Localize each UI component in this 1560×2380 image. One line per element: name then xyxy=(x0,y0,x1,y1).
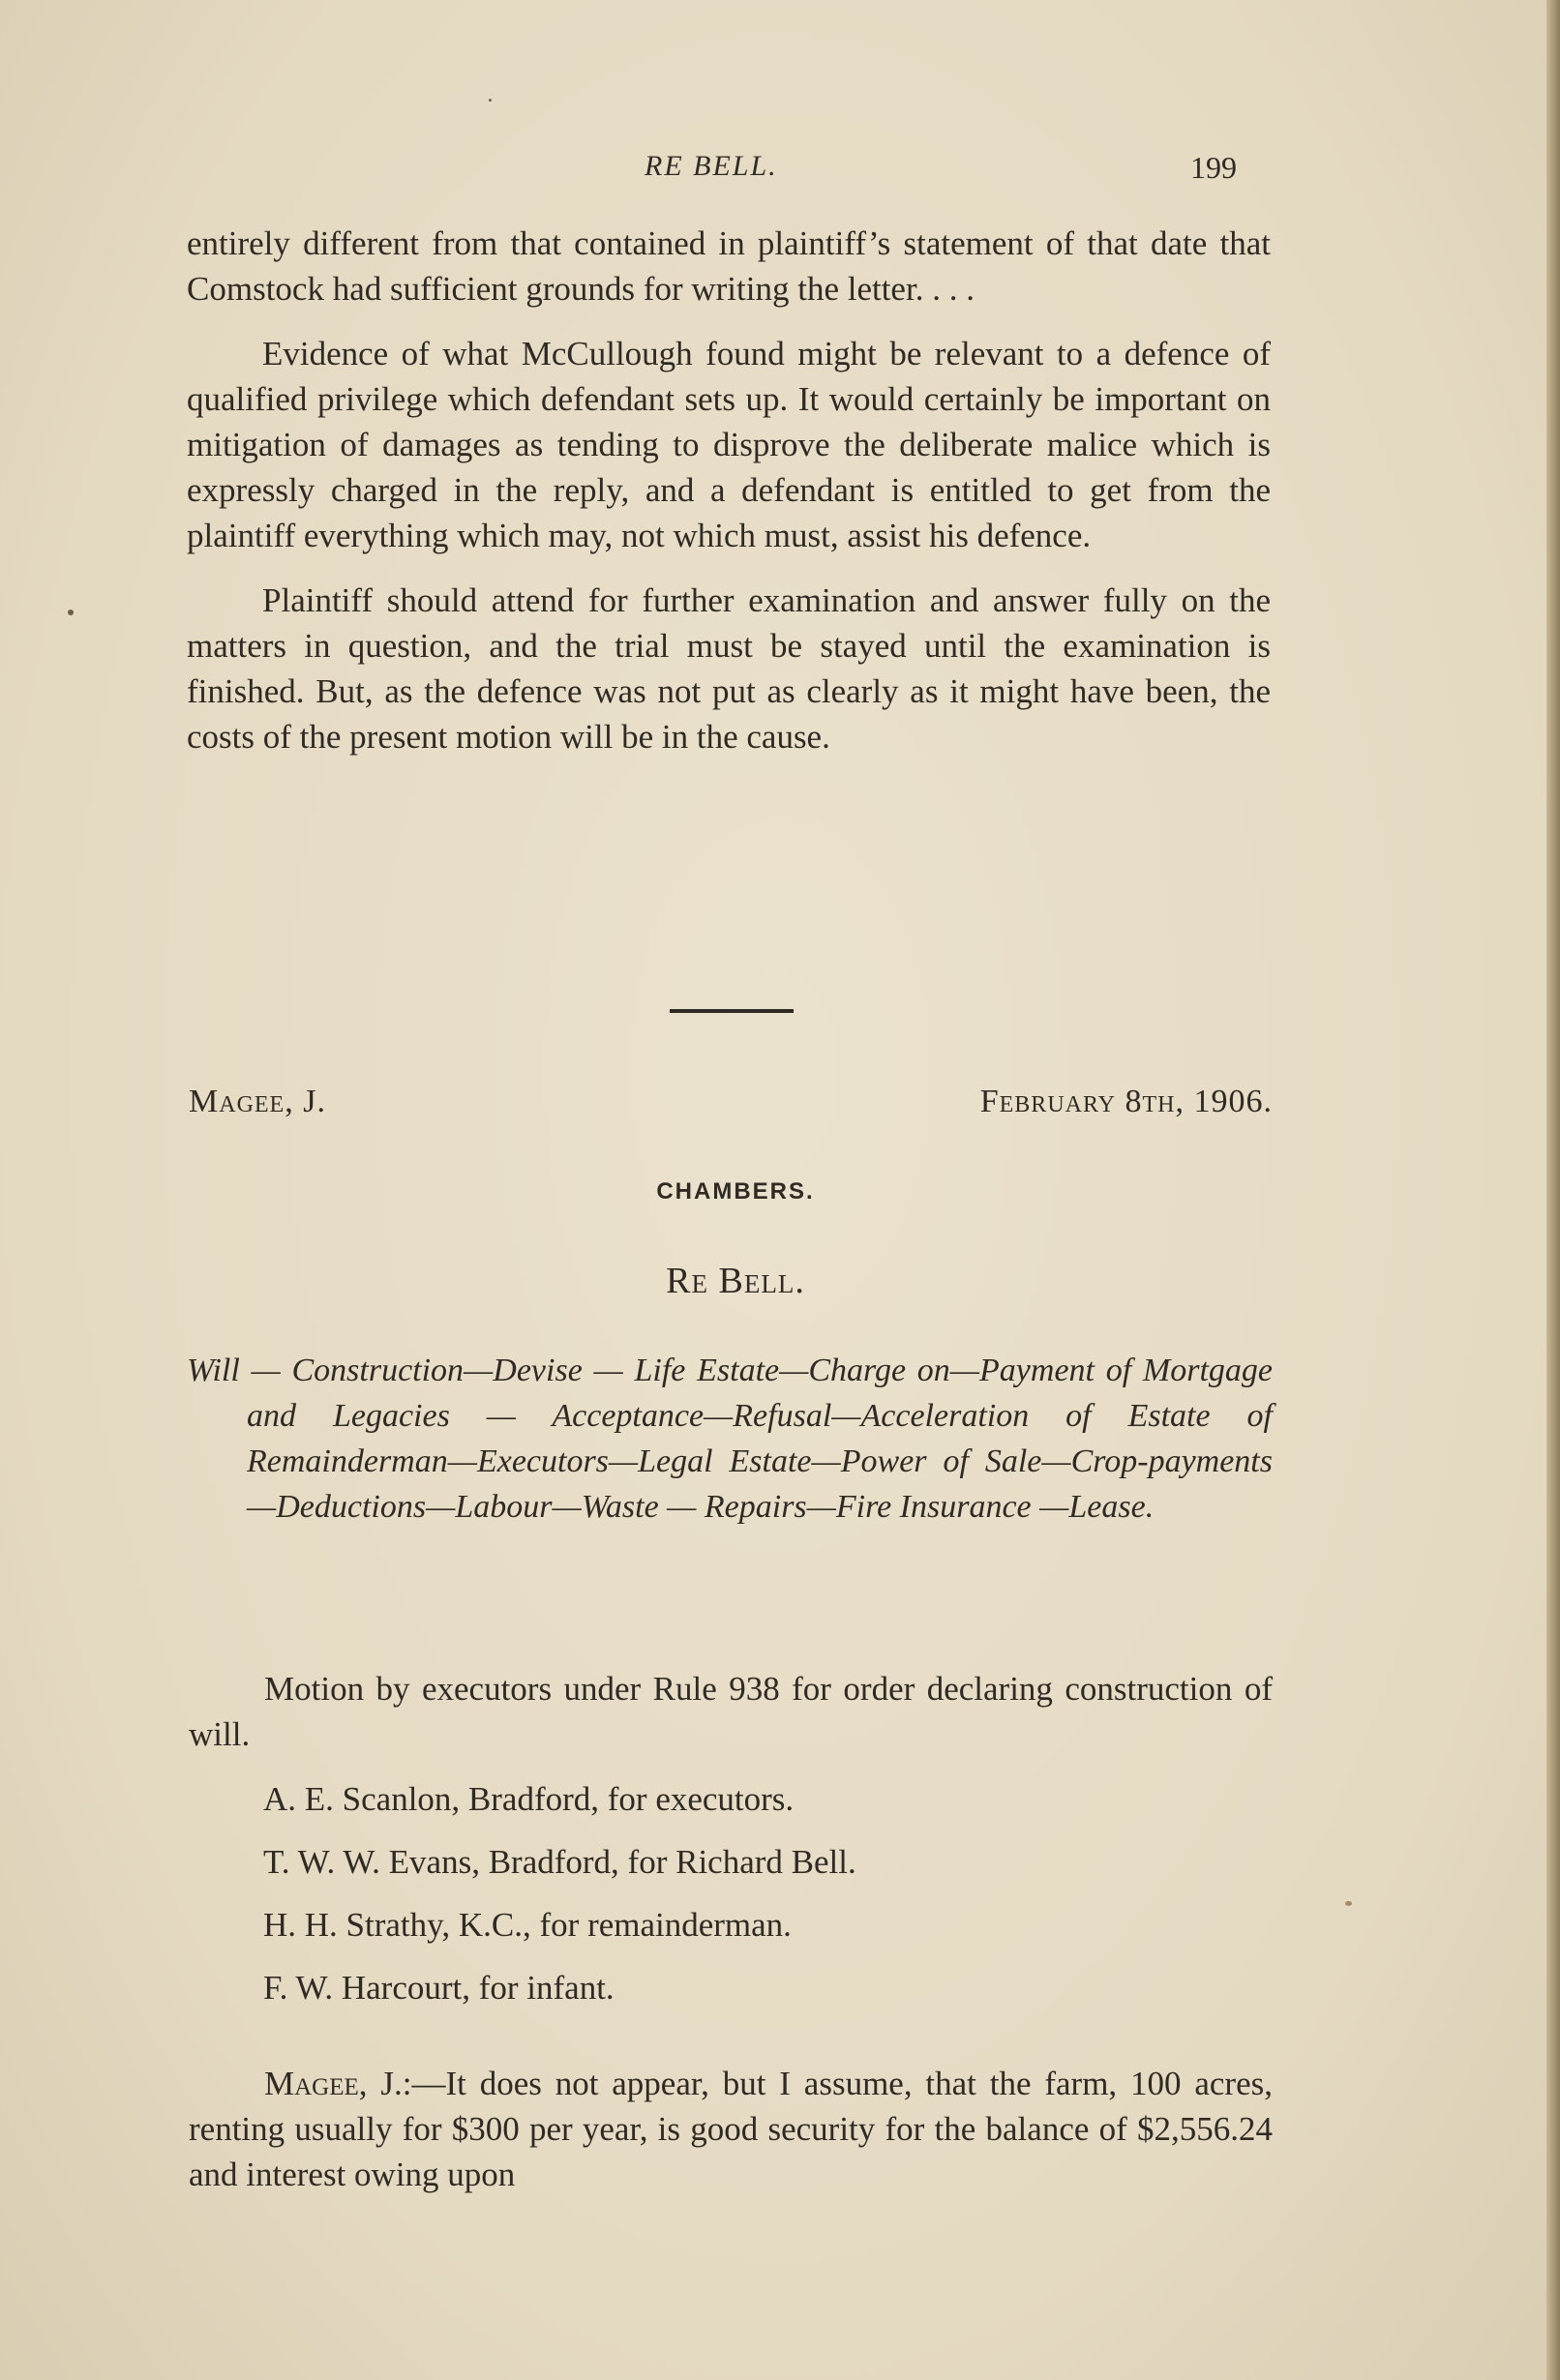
continuation-text xyxy=(187,221,1271,779)
paper-speck xyxy=(1345,1901,1352,1906)
counsel-line: H. H. Strathy, K.C., for remainderman. xyxy=(263,1906,792,1944)
opinion-body: :—It does not appear, but I assume, that the farm, 100 acres, renting usually for $300 per year, is good security for the balance of $2,556.24 and interest owing upon xyxy=(189,2065,1273,2193)
paper-speck xyxy=(68,610,74,615)
opinion-text xyxy=(189,2061,1273,2197)
running-head xyxy=(0,150,1560,198)
opinion-judge: Magee, J. xyxy=(264,2065,403,2102)
case-date: February 8th, 1906. xyxy=(979,1084,1273,1119)
case-judge-date-line xyxy=(189,1084,1273,1132)
court-name: CHAMBERS. xyxy=(656,1178,815,1205)
case-judge: Magee, J. xyxy=(189,1084,326,1119)
paper-speck xyxy=(489,99,492,102)
paragraph-plaintiff: Plaintiff should attend for further examination and answer fully on the matters in question, and the trial must be stayed until the examination is finished. But, as the defence was not put as clearly as it might have been, the costs of the present motion will be in the cause. xyxy=(187,581,1271,756)
counsel-line: A. E. Scanlon, Bradford, for executors. xyxy=(263,1780,795,1818)
paragraph-continued: entirely different from that contained in plaintiff’s statement of that date that Comstock had sufficient grounds for writing the letter. . . . xyxy=(187,224,1271,308)
page-binding-edge xyxy=(1546,0,1560,2380)
motion-text: Motion by executors under Rule 938 for order declaring construction of will. xyxy=(189,1670,1273,1753)
page-number: 199 xyxy=(1190,150,1237,185)
running-title: RE BELL. xyxy=(645,150,778,182)
headnote: Will — Construction—Devise — Life Estate—Charge on—Payment of Mortgage and Legacies — Acceptance—Refusal—Acceleration of Estate of Remainderman—Executors—Legal Estate—Power of Sale—Crop-payments—Deductions—Labour—Waste — Repairs—Fire Insurance —Lease. xyxy=(187,1353,1273,1525)
section-divider xyxy=(670,1009,794,1013)
counsel-line: T. W. W. Evans, Bradford, for Richard Bell. xyxy=(263,1843,856,1881)
case-title: Re Bell. xyxy=(666,1261,805,1301)
counsel-line: F. W. Harcourt, for infant. xyxy=(263,1969,615,2007)
paragraph-evidence: Evidence of what McCullough found might be relevant to a defence of qualified privilege which defendant sets up. It would certainly be important on mitigation of damages as tending to disprove the deliberate malice which is expressly charged in the reply, and a defendant is entitled to get from the plaintiff everything which may, not which must, assist his defence. xyxy=(187,335,1271,554)
